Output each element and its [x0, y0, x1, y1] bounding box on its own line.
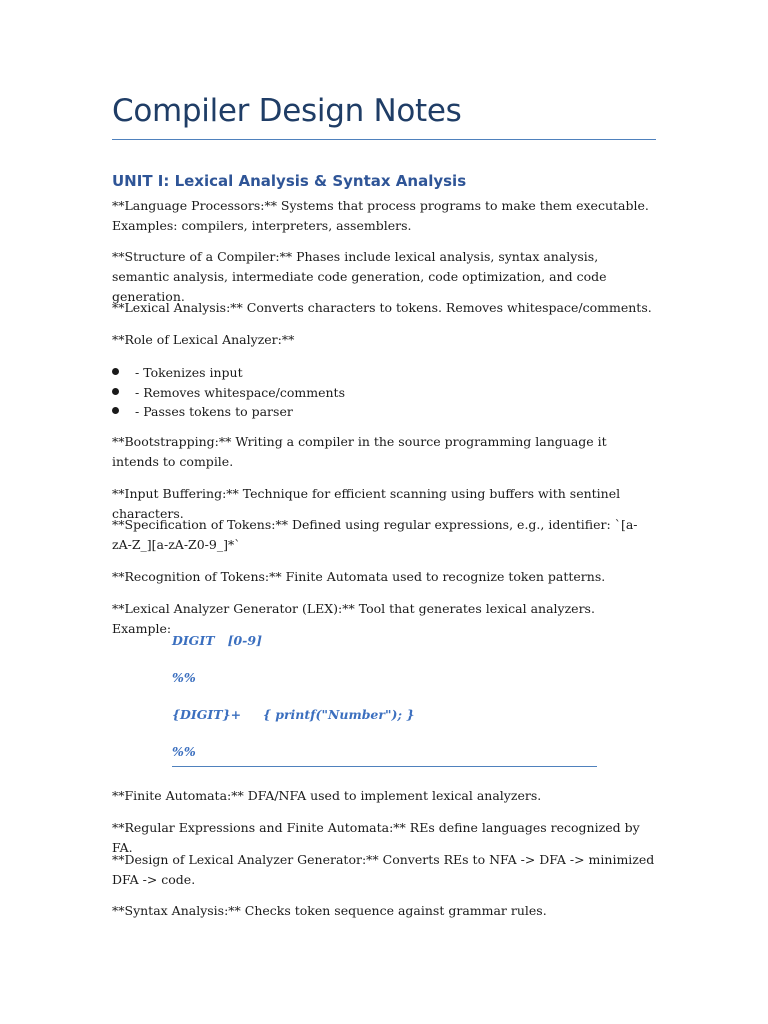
bullet-icon [112, 388, 119, 395]
paragraph-lexical-analysis: **Lexical Analysis:** Converts characters to tokens. Removes whitespace/comments. [112, 300, 652, 315]
paragraph-language-processors: **Language Processors:** Systems that process programs to make them executable. Examples: compilers, interpreters, assemblers. [112, 198, 649, 233]
list-item [112, 363, 345, 383]
paragraph-recognition-of-tokens: **Recognition of Tokens:** Finite Automata used to recognize token patterns. [112, 569, 606, 584]
paragraph-re-and-fa: **Regular Expressions and Finite Automata:** REs define languages recognized by FA. [112, 820, 640, 855]
bullet-icon [112, 368, 119, 375]
unit-heading: UNIT I: Lexical Analysis & Syntax Analysis [112, 172, 467, 190]
bullet-icon [112, 407, 119, 414]
paragraph-syntax-analysis: **Syntax Analysis:** Checks token sequence against grammar rules. [112, 903, 547, 918]
list-item-text: - Removes whitespace/comments [135, 384, 345, 400]
paragraph-role-of-lexical-analyzer: **Role of Lexical Analyzer:** [112, 332, 295, 347]
list-item-text: - Passes tokens to parser [135, 404, 293, 419]
code-line: {DIGIT}+ { printf("Number"); } [172, 707, 415, 722]
role-bullet-list [112, 363, 345, 422]
title-underline [112, 139, 656, 140]
paragraph-bootstrapping: **Bootstrapping:** Writing a compiler in the source programming language it intends to compile. [112, 434, 607, 469]
paragraph-finite-automata: **Finite Automata:** DFA/NFA used to implement lexical analyzers. [112, 788, 542, 803]
code-line: %% [172, 670, 196, 685]
paragraph-design-of-lex-generator: **Design of Lexical Analyzer Generator:** Converts REs to NFA -> DFA -> minimized DFA -> code. [112, 852, 655, 887]
paragraph-specification-of-tokens: **Specification of Tokens:** Defined using regular expressions, e.g., identifier: `[a-zA-Z_][a-zA-Z0-9_]*` [112, 517, 638, 552]
document-title: Compiler Design Notes [112, 93, 462, 129]
paragraph-input-buffering: **Input Buffering:** Technique for efficient scanning using buffers with sentinel characters. [112, 486, 621, 521]
list-item [112, 383, 345, 403]
code-line: DIGIT [0-9] [172, 633, 262, 648]
paragraph-lex-generator: **Lexical Analyzer Generator (LEX):** Tool that generates lexical analyzers. Example: [112, 601, 595, 636]
paragraph-structure-of-compiler: **Structure of a Compiler:** Phases include lexical analysis, syntax analysis, semantic analysis, intermediate code generation, code optimization, and code generation. [112, 249, 607, 304]
list-item-text: - Tokenizes input [135, 365, 243, 380]
code-line: %% [172, 744, 196, 759]
list-item [112, 402, 345, 422]
code-block-underline [172, 766, 597, 767]
